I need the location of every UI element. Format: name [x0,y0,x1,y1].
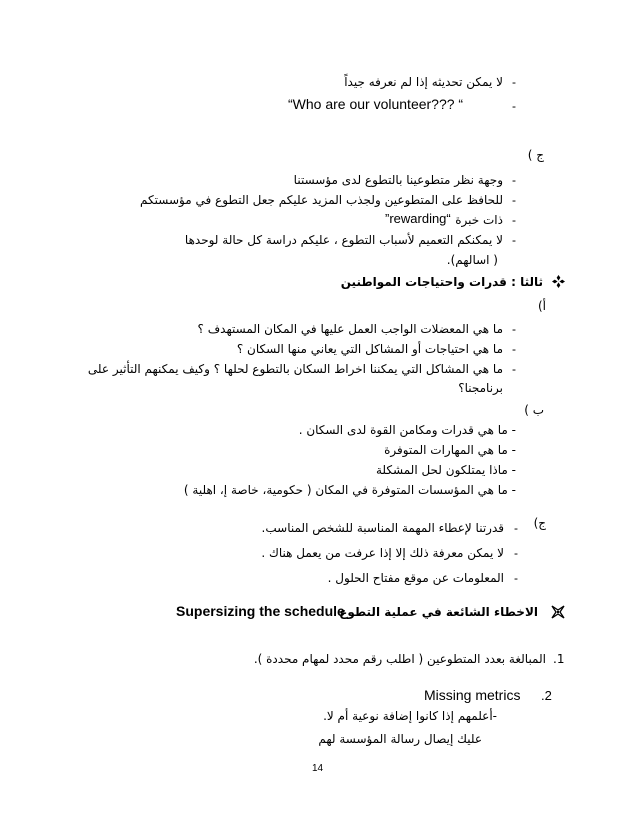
dash-marker: - [512,322,516,336]
dash-marker: - [514,546,518,560]
line-volunteer-viewpoint: وجهة نظر متطوعينا بالتطوع لدى مؤسستنا [293,173,503,187]
dash-marker: - [514,521,518,535]
section-a-label: أ) [537,299,546,313]
line-retain-volunteers: للحافظ على المتطوعين ولجذب المزيد عليكم جعل التطوع في مؤسستكم [140,193,503,207]
question-resources: - ماذا يمتلكون لحل المشكلة [375,463,516,477]
rewarding-term: ”rewarding“ [385,211,451,226]
four-diamond-bullet-icon [552,275,565,288]
section-c2-label: ج) [533,516,546,530]
item-number-2: .2 [541,688,552,703]
question-needs: ما هي احتياجات أو المشاكل التي يعاني منها السكان ؟ [236,342,503,356]
dash-marker: - [512,233,516,247]
line-no-generalization: لا يمكنكم التعميم لأسباب التطوع ، عليكم دراسة كل حالة لوحدها [184,233,503,247]
question-capacities: - ما هي قدرات ومكامن القوة لدى السكان . [298,423,516,437]
who-are-volunteers-quote: “Who are our volunteer??? “ [288,96,464,112]
item-inform-them: -أعلمهم إذا كانوا إضافة نوعية أم لا. [323,709,497,723]
section-three-heading: ثالثا : قدرات واحتياجات المواطنين [340,275,543,289]
dash-marker: - [514,571,518,585]
section-c-label: ج ) [527,148,544,162]
page-number: 14 [312,763,324,774]
item-number-1: .1 [553,652,565,666]
dash-marker: - [512,213,516,227]
supersizing-heading: Supersizing the schedule [176,603,345,619]
question-involvement: ما هي المشاكل التي يمكننا اخراط السكان بالتطوع لحلها ؟ وكيف يمكنهم التأثير على [87,362,503,376]
question-skills: - ما هي المهارات المتوفرة [384,443,516,457]
question-institutions: - ما هي المؤسسات المتوفرة في المكان ( حكومية، خاصة إ، اهلية ) [183,483,516,497]
item-exaggeration: المبالغة بعدد المتطوعين ( اطلب رقم محدد لمهام محددة ). [253,652,546,666]
line-experience: ذات خبرة [455,213,503,227]
missing-metrics: Missing metrics [424,687,521,703]
line-right-task: قدرتنا لإعطاء المهمة المناسبة للشخص المناسب. [261,521,504,535]
dash-marker: - [512,362,516,376]
maltese-cross-bullet-icon [550,604,566,620]
item-deliver-message: عليك إيصال رسالة المؤسسة لهم [318,732,482,746]
dash-marker: - [512,342,516,356]
question-involvement-cont: برنامجنا؟ [458,381,503,395]
line-cannot-update: لا يمكن تحديثه إذا لم نعرفه جيداً [344,75,503,89]
dash-marker: - [512,75,516,89]
common-errors-heading: الاخطاء الشائعة في عملية التطوع [339,605,538,619]
line-solutions-info: المعلومات عن موقع مفتاح الحلول . [327,571,504,585]
dash-marker: - [512,99,516,113]
question-problems: ما هي المعضلات الواجب العمل عليها في المكان المستهدف ؟ [197,322,503,336]
line-ask-them: ( اسالهم). [446,253,498,267]
dash-marker: - [512,173,516,187]
line-know-who: لا يمكن معرفة ذلك إلا إذا عرفت من يعمل هناك . [261,546,504,560]
section-b-label: ب ) [524,403,544,417]
dash-marker: - [512,193,516,207]
